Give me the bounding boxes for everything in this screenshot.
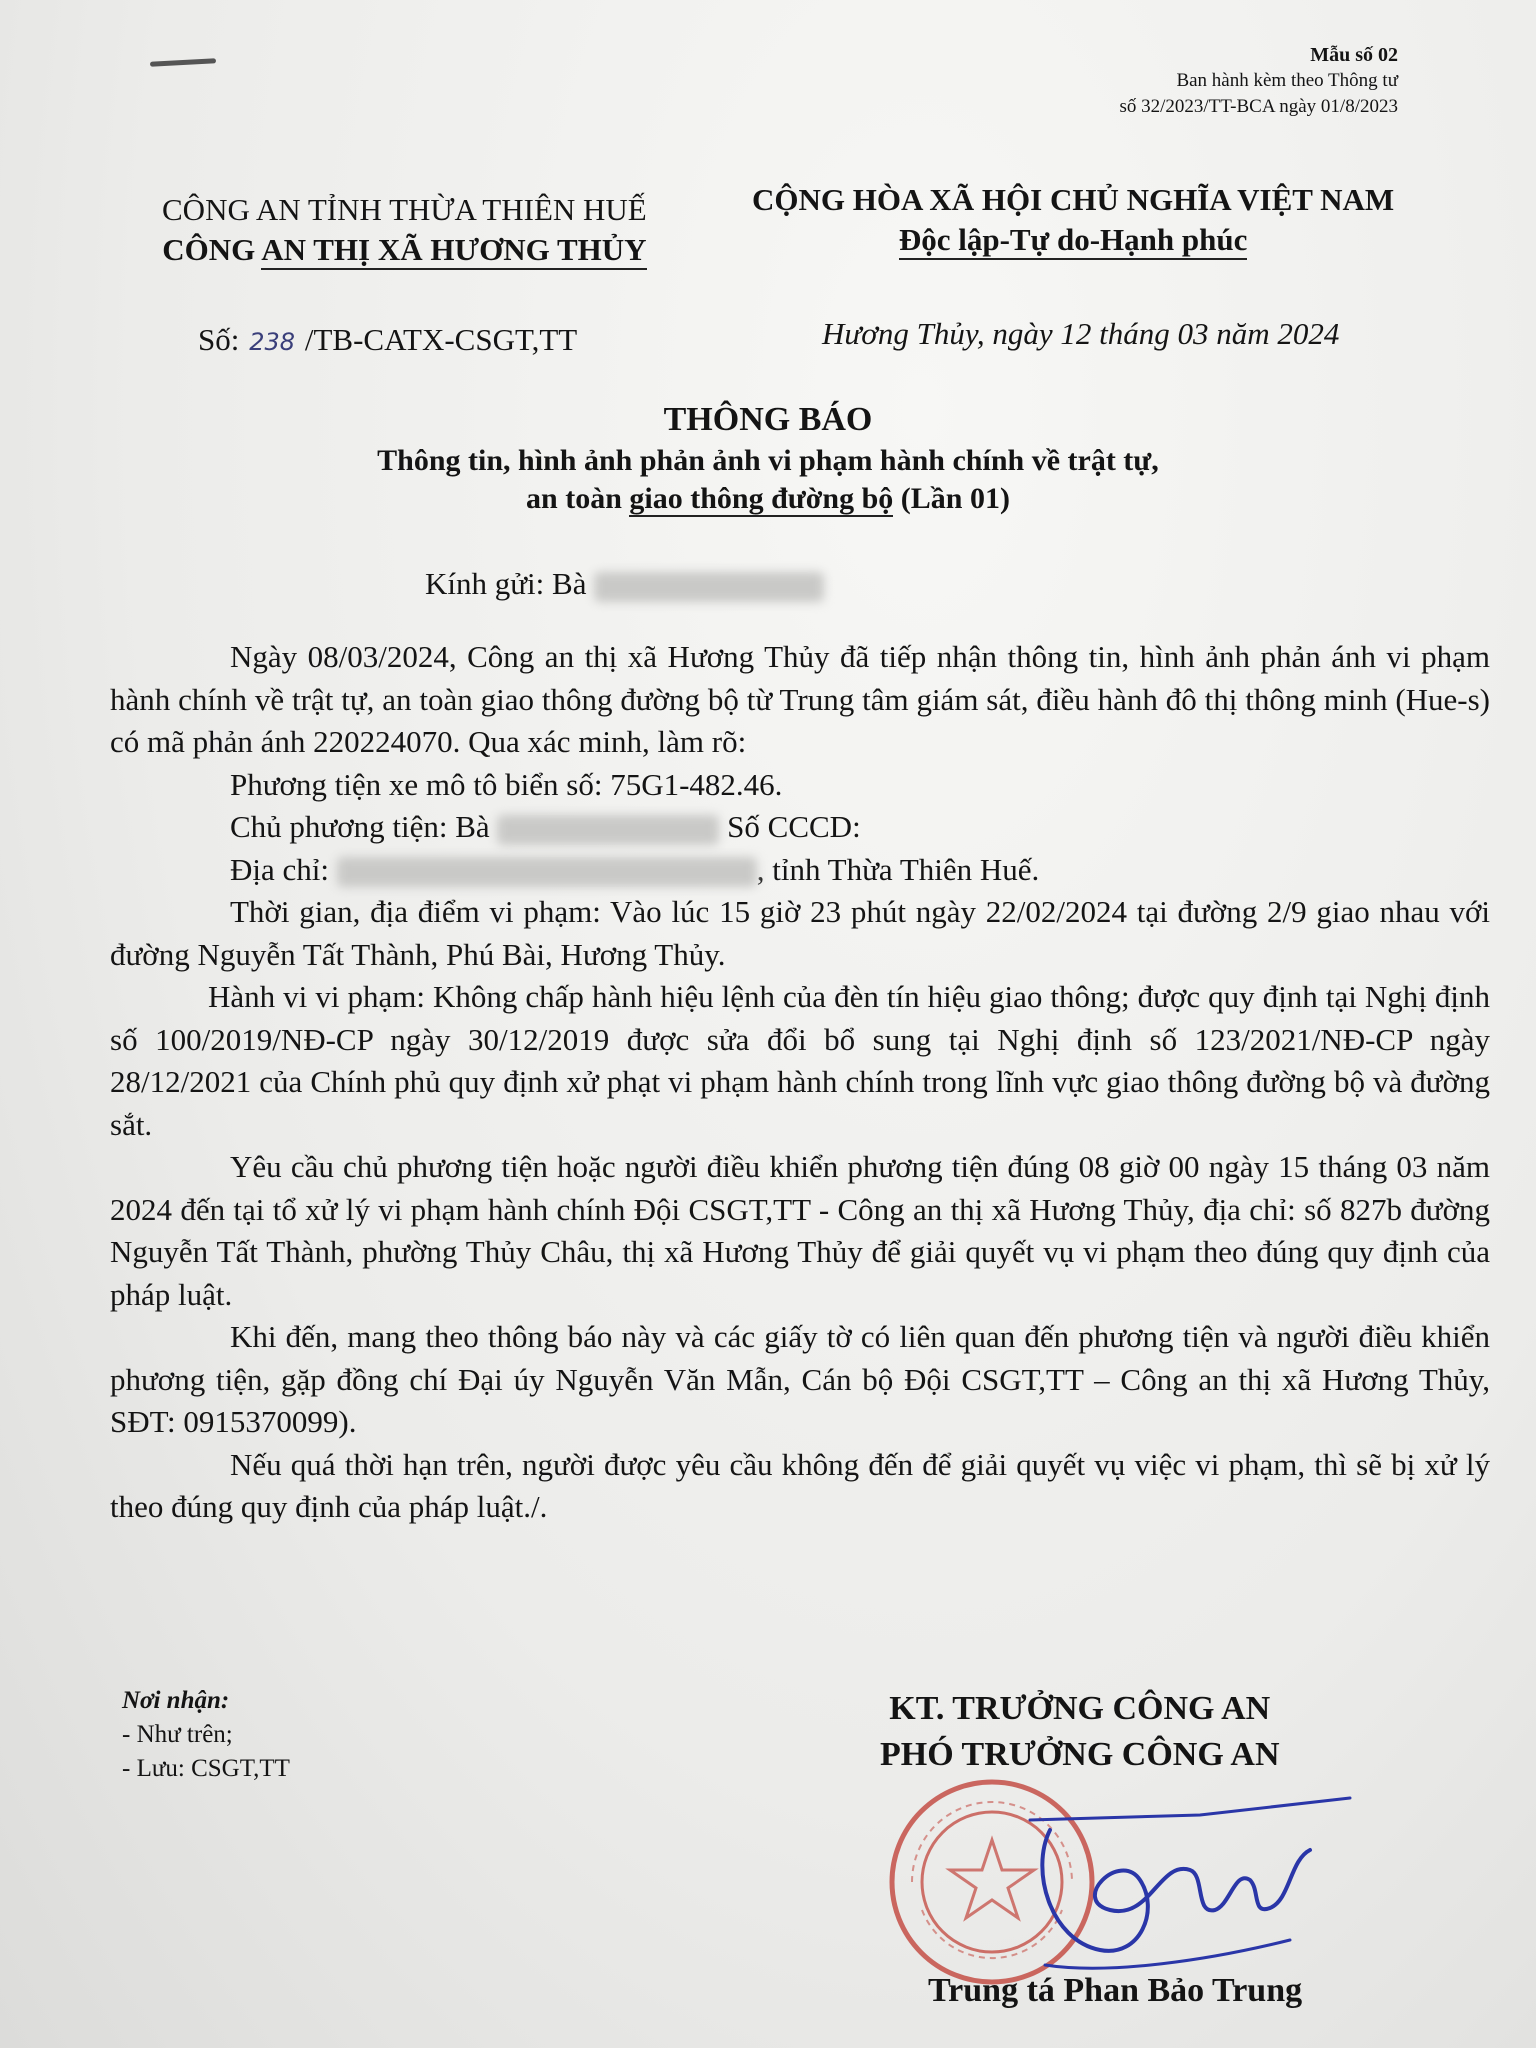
vehicle-plate: Phương tiện xe mô tô biển số: 75G1-482.46. [230,766,783,802]
handwritten-signature [990,1790,1360,1980]
signer-name: Trung tá Phan Bảo Trung [928,1972,1303,2009]
doc-number-label: Số: [198,322,240,357]
agency-name-part2: AN THỊ XÃ HƯƠNG THỦY [261,232,646,270]
vehicle-owner [110,806,1490,849]
title-sub1: Thông tin, hình ảnh phản ảnh vi phạm hành chính về trật tự, [377,444,1159,477]
violation-time-place: Thời gian, địa điểm vi phạm: Vào lúc 15 giờ 23 phút ngày 22/02/2024 tại đường 2/9 giao nhau với đường Nguyễn Tất Thành, Phú Bài, Hương Thủy. [110,894,1490,972]
notice-body [110,636,1490,1529]
agency-name-part1: CÔNG [162,232,262,267]
title-sub2-b: giao thông đường bộ [629,482,894,515]
form-circular: số 32/2023/TT-BCA ngày 01/8/2023 [1119,96,1398,117]
address-suffix: , tỉnh Thừa Thiên Huế. [756,851,1040,887]
form-issued-by: Ban hành kèm theo Thông tư [1176,70,1398,91]
documents-to-bring: Khi đến, mang theo thông báo này và các giấy tờ có liên quan đến phương tiện và người điều khiển phương tiện, gặp đồng chí Đại úy Nguyễn Văn Mẫn, Cán bộ Đội CSGT,TT – Công an thị xã Hương Thủy, SĐT: 0915370099). [110,1319,1490,1439]
agency-parent: CÔNG AN TỈNH THỪA THIÊN HUẾ [162,192,647,227]
paragraph-intake: Ngày 08/03/2024, Công an thị xã Hương Thủy đã tiếp nhận thông tin, hình ảnh phản ánh vi phạm hành chính về trật tự, an toàn giao thông đường bộ từ Trung tâm giám sát, điều hành đô thị thông minh (Hue-s) có mã phản ánh 220224070. Qua xác minh, làm rõ: [110,639,1490,759]
title-sub2 [0,480,1536,518]
distribution-list [122,1684,290,1786]
place-date: Hương Thủy, ngày 12 tháng 03 năm 2024 [822,316,1340,351]
violation-description: Hành vi vi phạm: Không chấp hành hiệu lệnh của đèn tín hiệu giao thông; được quy định tại Nghị định số 100/2019/NĐ-CP ngày 30/12/2019 được sửa đổi bổ sung tại Nghị định số 123/2021/NĐ-CP ngày 28/12/2021 của Chính phủ quy định xử phạt vi phạm hành chính trong lĩnh vực giao thông đường bộ và đường sắt. [110,979,1490,1142]
issuing-agency [162,190,647,270]
doc-number-code: /TB-CATX-CSGT,TT [304,322,578,357]
recipient-label: Kính gửi: Bà [425,566,587,601]
title-sub2-a: an toàn [526,482,630,515]
distribution-item: - Như trên; [122,1721,233,1748]
national-motto [752,180,1394,260]
title-main: THÔNG BÁO [663,401,873,438]
form-reference [1119,42,1398,120]
address-label: Địa chỉ: [230,851,329,887]
distribution-item: - Lưu: CSGT,TT [122,1755,290,1782]
country-name: CỘNG HÒA XÃ HỘI CHỦ NGHĨA VIỆT NAM [752,182,1395,217]
motto [752,220,1394,260]
distribution-title: Nơi nhận: [122,1687,230,1714]
signature-title-1: KT. TRƯỞNG CÔNG AN [889,1690,1271,1727]
document-number [198,322,577,358]
redacted-owner [497,815,719,845]
owner-label: Chủ phương tiện: Bà [230,809,490,844]
owner-address [110,849,1490,892]
cccd-label: Số CCCD: [727,809,861,844]
title-sub2-c: (Lần 01) [893,482,1010,515]
agency-name [162,230,647,270]
doc-number-handwritten: 238 [249,328,296,356]
document-title [0,398,1536,518]
motto-text: Độc lập-Tự do-Hạnh phúc [899,222,1248,260]
redacted-address [337,857,757,887]
recipient-line [425,566,824,602]
signature-block [880,1686,1280,1778]
form-number: Mẫu số 02 [1310,44,1398,66]
redacted-name [594,572,824,602]
deadline-warning: Nếu quá thời hạn trên, người được yêu cầu không đến để giải quyết vụ việc vi phạm, thì sẽ bị xử lý theo đúng quy định của pháp luật./. [110,1446,1490,1524]
appearance-request: Yêu cầu chủ phương tiện hoặc người điều khiển phương tiện đúng 08 giờ 00 ngày 15 tháng 03 năm 2024 đến tại tổ xử lý vi phạm hành chính Đội CSGT,TT - Công an thị xã Hương Thủy, địa chỉ: số 827b đường Nguyễn Tất Thành, phường Thủy Châu, thị xã Hương Thủy để giải quyết vụ vi phạm theo đúng quy định của pháp luật. [110,1149,1490,1312]
signature-title-2: PHÓ TRƯỞNG CÔNG AN [880,1736,1280,1773]
